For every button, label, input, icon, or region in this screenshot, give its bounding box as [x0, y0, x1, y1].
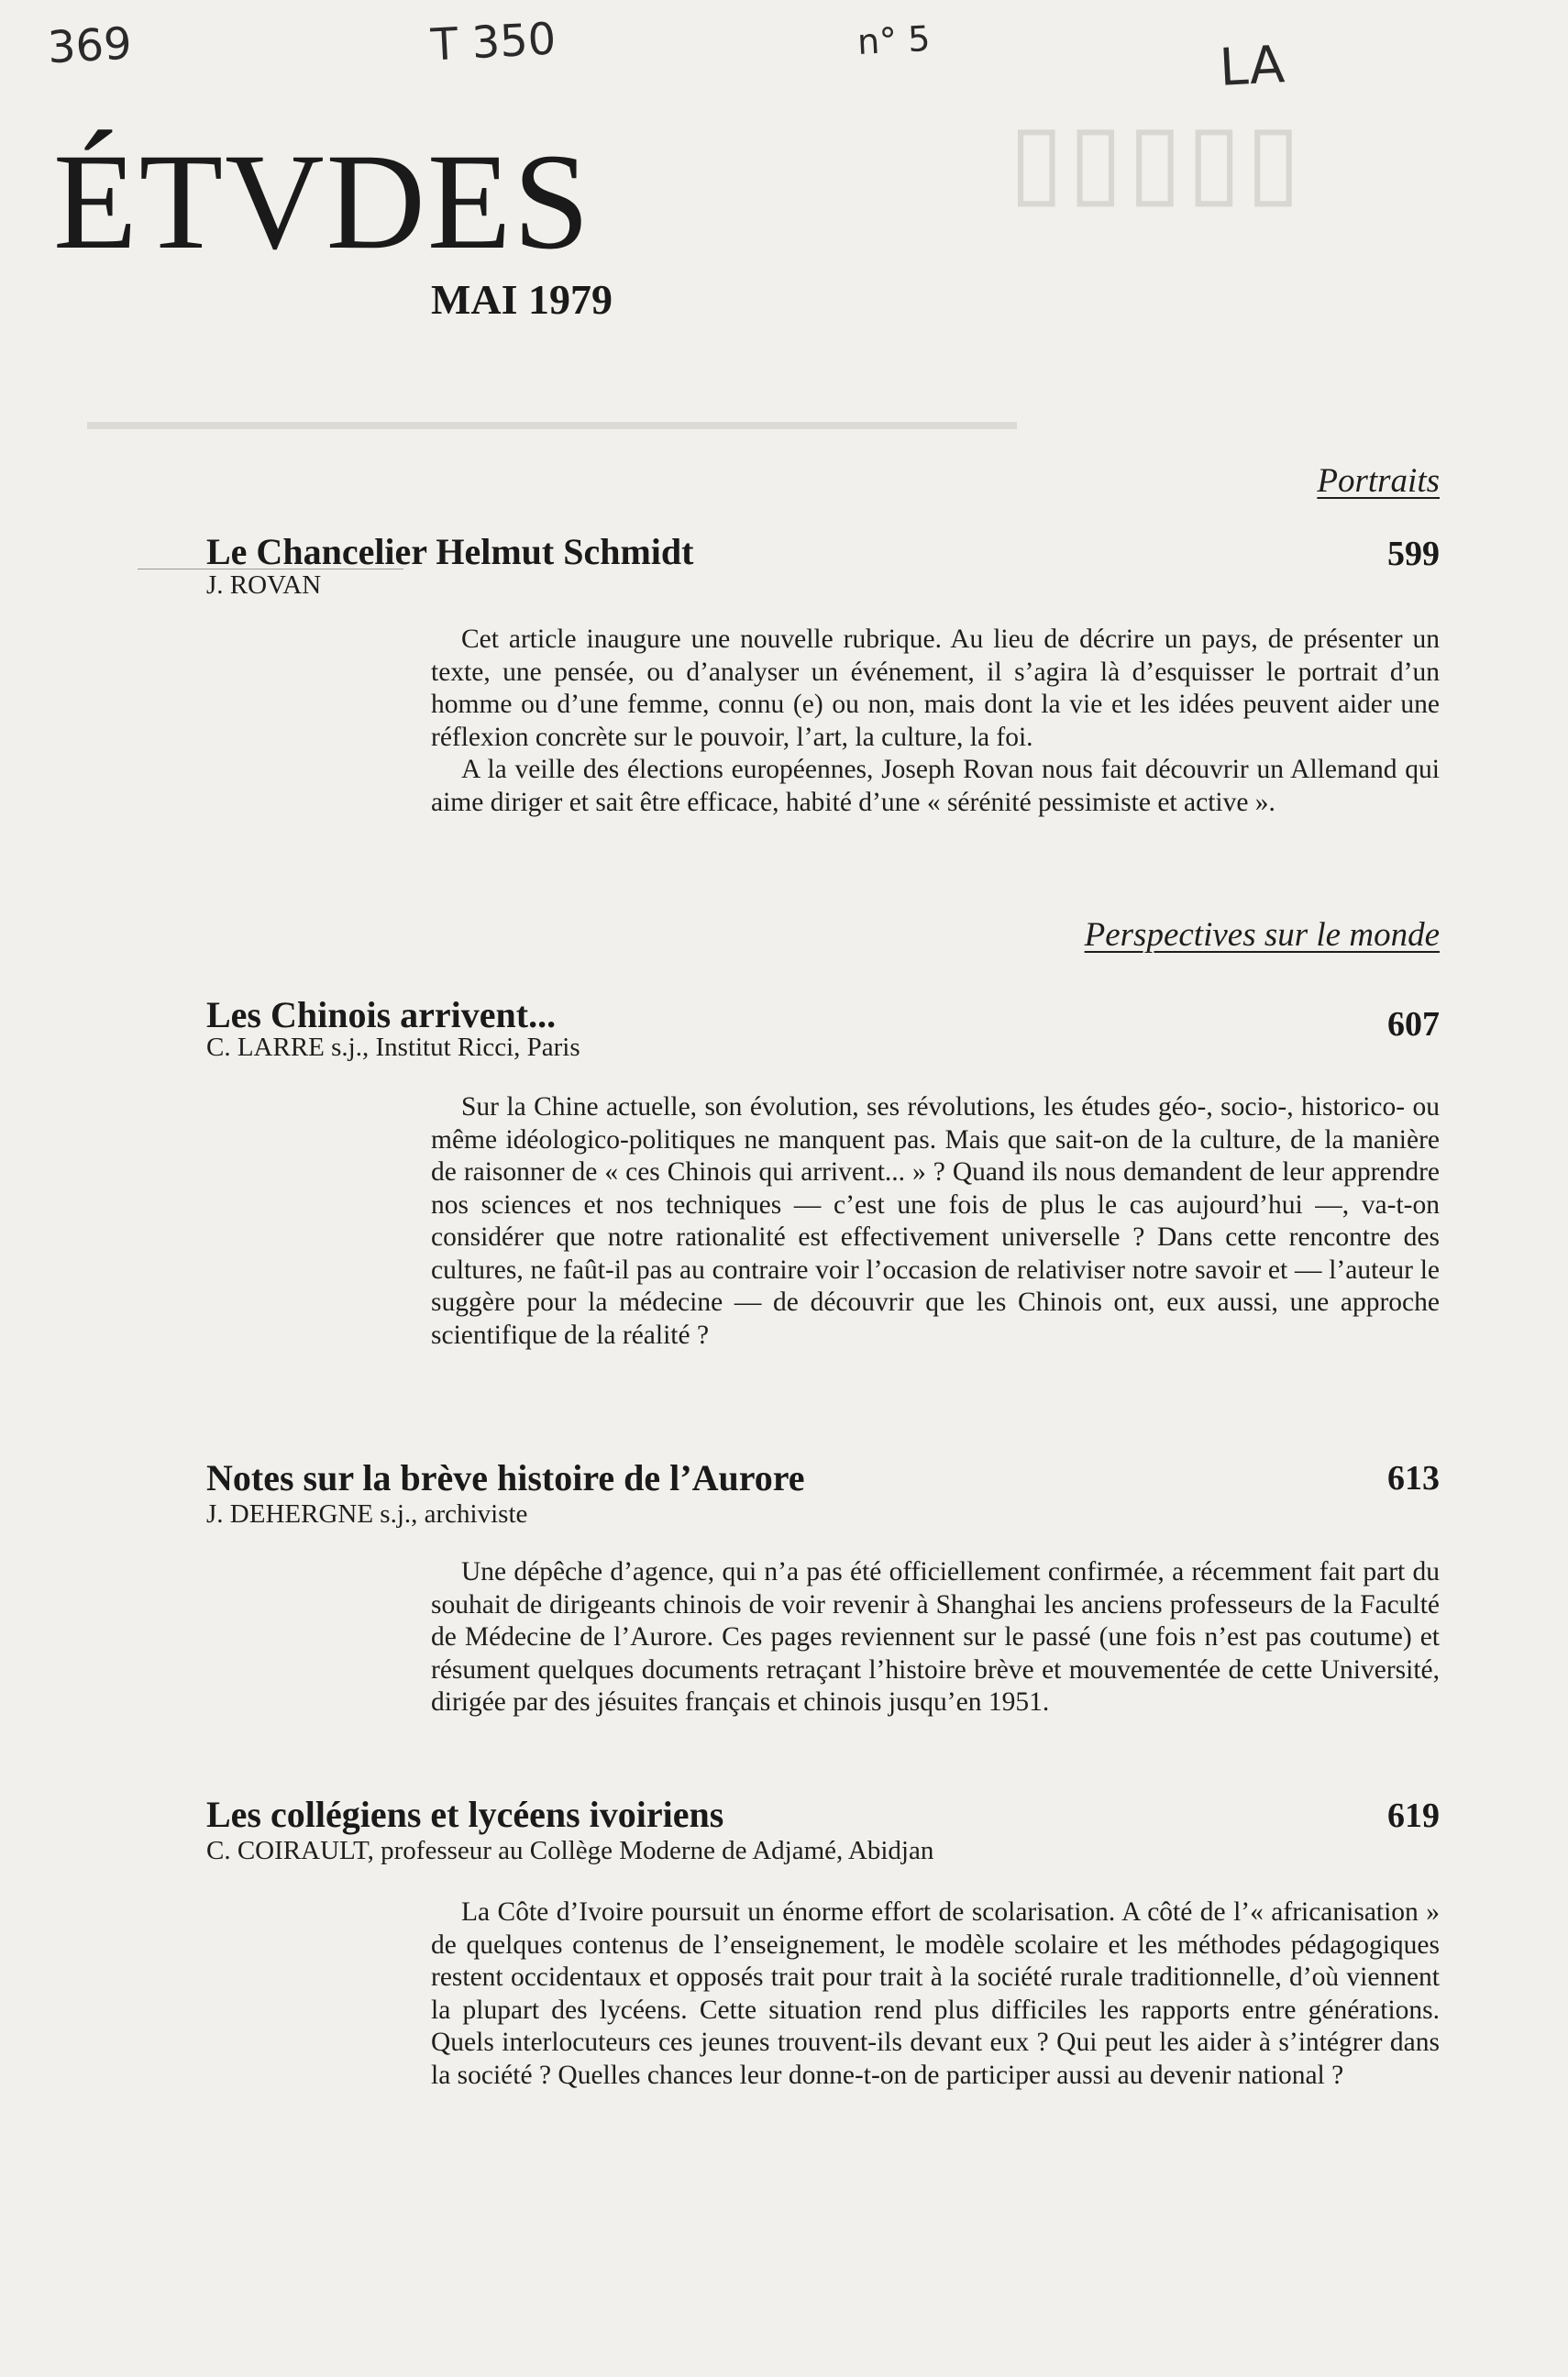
- author-affiliation: archiviste: [424, 1499, 528, 1529]
- abstract-paragraph: A la veille des élections européennes, Joseph Rovan nous fait découvrir un Allemand qui aime diriger et sait être efficace, habité d’une « sérénité pessimiste et active ».: [431, 755, 1440, 817]
- entry-author: [206, 1836, 933, 1866]
- entry-title: Les collégiens et lycéens ivoiriens: [206, 1794, 724, 1835]
- entry-abstract: [431, 1091, 1440, 1352]
- entry-abstract: [431, 1556, 1440, 1719]
- entry-author: [206, 1033, 580, 1063]
- entry-page-number: 607: [1387, 1005, 1440, 1044]
- author-name: C. COIRAULT,: [206, 1836, 374, 1865]
- handwritten-ref-b: T 350: [429, 13, 558, 72]
- abstract-paragraph: Cet article inaugure une nouvelle rubrique. Au lieu de décrire un pays, de présenter un texte, une pensée, ou d’analyser un événement, il s’agira là d’esquisser le portrait d’un homme ou d’une femme, connu (e) ou non, mais dont la vie et les idées peuvent aider une réflexion concrète sur le pouvoir, l’art, la culture, la foi.: [431, 625, 1440, 752]
- issue-date: MAI 1979: [431, 276, 613, 323]
- entry-abstract: [431, 1896, 1440, 2092]
- abstract-paragraph: Une dépêche d’agence, qui n’a pas été officiellement confirmée, a récemment fait part du souhait de dirigeants chinois de voir revenir à Shanghai les anciens professeurs de la Faculté de Médecine de l’Aurore. Ces pages reviennent sur le passé (une fois n’est pas coutume) et résument quelques documents retraçant l’histoire brève et mouvementée de cette Université, dirigée par des jésuites français et chinois jusqu’en 1951.: [431, 1557, 1440, 1717]
- abstract-paragraph: Sur la Chine actuelle, son évolution, ses révolutions, les études géo-, socio-, historico- ou même idéologico-politiques ne manquent pas. Mais que sait-on de la culture, de la manière de raisonner de « ces Chinois qui arrivent... » ? Quand ils nous demandent de leur apprendre nos sciences et nos techniques — c’est une fois de plus le cas aujourd’hui —, va-t-on considérer que notre rationalité est effectivement universelle ? Dans cette rencontre des cultures, ne faût-il pas au contraire voir l’occasion de relativiser notre savoir et — l’auteur le suggère pour la médecine — de découvrir que les Chinois ont, eux aussi, une approche scientifique de la réalité ?: [431, 1092, 1440, 1350]
- entry-author: [206, 570, 321, 601]
- author-affiliation: professeur au Collège Moderne de Adjamé, Abidjan: [381, 1836, 934, 1865]
- author-affiliation: Institut Ricci, Paris: [375, 1033, 580, 1062]
- entry-abstract: [431, 624, 1440, 819]
- handwritten-ref-d: LA: [1218, 35, 1286, 98]
- journal-title: ÉTVDES: [53, 126, 591, 278]
- abstract-paragraph: La Côte d’Ivoire poursuit un énorme effort de scolarisation. A côté de l’« africanisation » de quelques contenus de l’enseignement, le modèle scolaire et les méthodes pédagogiques restent occidentaux et opposés trait pour trait à la société rurale traditionnelle, d’où viennent la plupart des lycéens. Cette situation rend plus difficiles les rapports entre générations. Quels interlocuteurs ces jeunes trouvent-ils devant eux ? Qui peut les aider à s’intégrer dans la société ? Quelles chances leur donne-t-on de participer aussi au devenir national ?: [431, 1897, 1440, 2090]
- entry-page-number: 619: [1387, 1797, 1440, 1835]
- entry-author: [206, 1499, 527, 1530]
- author-name: J. ROVAN: [206, 570, 322, 600]
- entry-page-number: 613: [1387, 1459, 1440, 1498]
- handwritten-ref-c: n° 5: [856, 17, 932, 63]
- bleed-through-ornament: ▬▬▬▬▬▬▬▬▬▬▬▬▬▬▬▬▬▬▬▬▬▬▬▬▬▬▬▬▬▬▬▬▬▬▬▬▬▬▬: [87, 408, 1017, 435]
- entry-title: Les Chinois arrivent...: [206, 994, 557, 1035]
- entry-title: Le Chancelier Helmut Schmidt: [206, 531, 694, 572]
- entry-page-number: 599: [1387, 535, 1440, 573]
- section-heading-perspectives: Perspectives sur le monde: [1084, 916, 1440, 954]
- handwritten-ref-a: 369: [46, 17, 134, 74]
- section-heading-portraits: Portraits: [1317, 462, 1440, 500]
- author-name: J. DEHERGNE s.j.,: [206, 1499, 418, 1529]
- bleed-through-ornament: ▯▯▯▯▯: [1009, 105, 1305, 216]
- author-name: C. LARRE s.j.,: [206, 1033, 370, 1062]
- entry-title: Notes sur la brève histoire de l’Aurore: [206, 1457, 805, 1498]
